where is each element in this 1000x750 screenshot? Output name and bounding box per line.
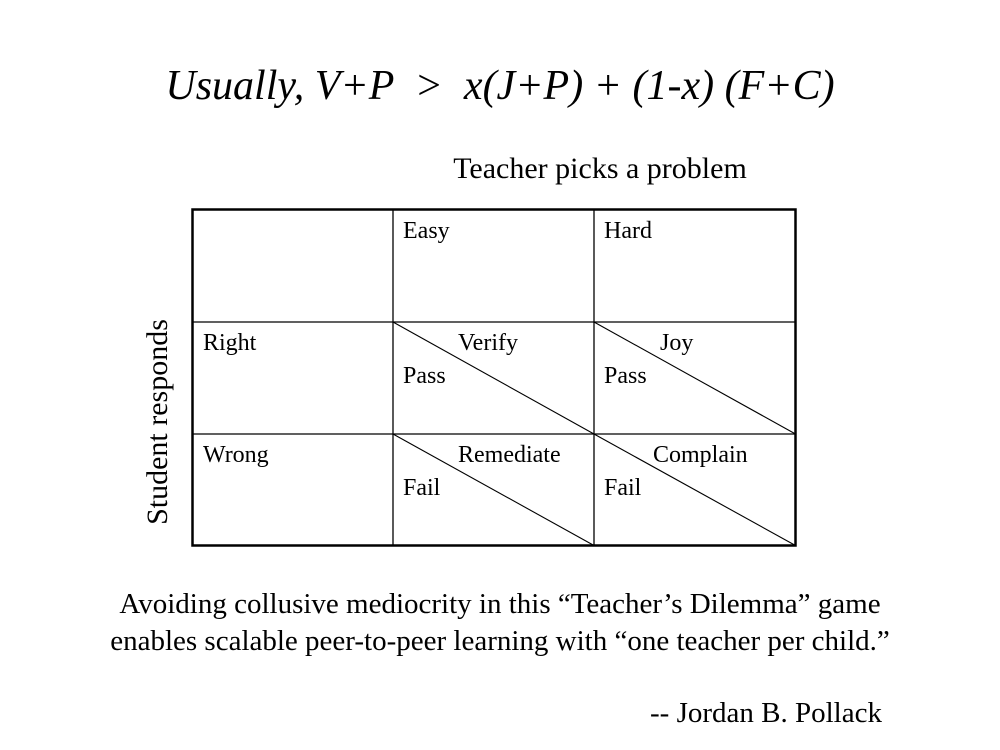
cell-wrong-hard-student: Fail (604, 475, 642, 501)
payoff-matrix (191, 208, 797, 547)
cell-wrong-hard-teacher: Complain (653, 442, 748, 468)
caption-line-2: enables scalable peer-to-peer learning with “one teacher per child.” (110, 625, 890, 657)
column-axis-label: Teacher picks a problem (453, 152, 747, 185)
caption-line-1: Avoiding collusive mediocrity in this “Teacher’s Dilemma” game (119, 588, 881, 620)
cell-right-easy-student: Pass (403, 363, 446, 389)
row-label-right: Right (203, 330, 257, 356)
formula-title: Usually, V+P > x(J+P) + (1-x) (F+C) (165, 63, 835, 109)
column-label-easy: Easy (403, 218, 450, 244)
cell-right-hard-student: Pass (604, 363, 647, 389)
column-label-hard: Hard (604, 218, 652, 244)
row-label-wrong: Wrong (203, 442, 269, 468)
cell-right-hard-teacher: Joy (660, 330, 694, 356)
cell-wrong-easy-student: Fail (403, 475, 441, 501)
caption (0, 586, 1000, 660)
cell-right-easy-teacher: Verify (458, 330, 518, 356)
attribution: -- Jordan B. Pollack (650, 697, 882, 729)
row-axis-label: Student responds (141, 319, 174, 525)
cell-wrong-easy-teacher: Remediate (458, 442, 561, 468)
matrix-grid (191, 208, 797, 547)
